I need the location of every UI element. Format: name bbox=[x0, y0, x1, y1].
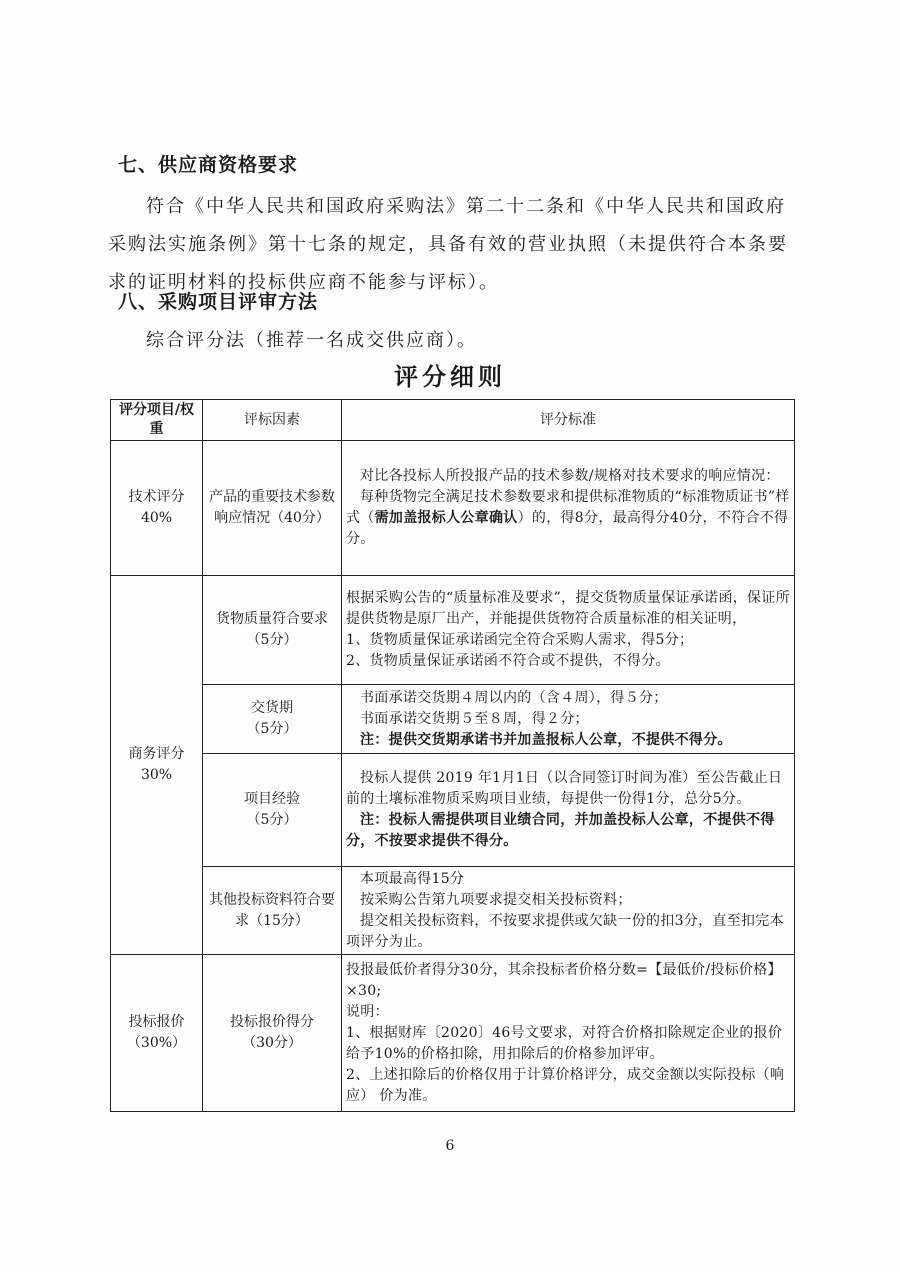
tech-item-cell bbox=[111, 441, 203, 576]
tech-std-line2-b: ）的，得8分，最高得分40分，不符合不得分。 bbox=[346, 510, 789, 547]
delivery-line3: 注：提供交货期承诺书并加盖报标人公章，不提供不得分。 bbox=[360, 731, 732, 748]
price-line3: 1、根据财库〔2020〕46号文要求，对符合价格扣除规定企业的报价给予10%的价格扣除，用扣除后的价格参加评审。 bbox=[346, 1024, 783, 1062]
table-row bbox=[111, 955, 795, 1112]
experience-line2: 注：投标人需提供项目业绩合同，并加盖投标人公章，不提供不得分，不按要求提供不得分。 bbox=[346, 812, 775, 849]
section-7-body: 符合《中华人民共和国政府采购法》第二十二条和《中华人民共和国政府采购法实施条例》第十七条的规定，具备有效的营业执照（未提供符合本条要求的证明材料的投标供应商不能参与评标）。 bbox=[108, 196, 788, 293]
table-row bbox=[111, 441, 795, 576]
quality-factor: 货物质量符合要求（5分） bbox=[203, 576, 342, 685]
page-number: 6 bbox=[445, 1138, 455, 1154]
other-factor: 其他投标资料符合要求（15分） bbox=[203, 867, 342, 955]
business-weight: 30% bbox=[140, 767, 173, 783]
experience-line1: 投标人提供 2019 年1月1日（以合同签订时间为准）至公告截止日前的土壤标准物质采购项目业绩，每提供一份得1分，总分5分。 bbox=[346, 770, 783, 807]
quality-standard bbox=[342, 576, 795, 685]
section-7-heading: 七、供应商资格要求 bbox=[118, 154, 299, 176]
header-item-weight: 评分项目/权重 bbox=[111, 400, 203, 441]
other-line1: 本项最高得15分 bbox=[360, 870, 465, 887]
experience-standard bbox=[342, 754, 795, 867]
quality-line3: 2、货物质量保证承诺函不符合或不提供，不得分。 bbox=[346, 653, 670, 669]
delivery-points: （5分） bbox=[246, 721, 298, 737]
tech-std-line2-bold: 需加盖报标人公章确认 bbox=[374, 510, 518, 526]
table-title: 评分细则 bbox=[394, 362, 506, 391]
delivery-line2: 书面承诺交货期５至８周，得２分； bbox=[360, 710, 589, 727]
tech-factor: 产品的重要技术参数响应情况（40分） bbox=[203, 441, 342, 576]
quality-line2: 1、货物质量保证承诺函完全符合采购人需求，得5分； bbox=[346, 632, 694, 648]
business-item: 商务评分 bbox=[128, 746, 185, 762]
price-line4: 2、上述扣除后的价格仅用于计算价格评分，成交金额以实际投标（响应） 价为准。 bbox=[346, 1066, 785, 1104]
header-standard: 评分标准 bbox=[342, 400, 795, 441]
delivery-factor-cell bbox=[203, 685, 342, 754]
price-item-cell bbox=[111, 955, 203, 1112]
other-standard bbox=[342, 867, 795, 955]
tech-weight: 40% bbox=[140, 510, 173, 526]
table-row bbox=[111, 685, 795, 754]
table-row bbox=[111, 754, 795, 867]
other-line3: 提交相关投标资料，不按要求提供或欠缺一份的扣3分，直至扣完本项评分为止。 bbox=[346, 912, 784, 950]
tech-std-line2 bbox=[346, 487, 790, 550]
other-line2: 按采购公告第九项要求提交相关投标资料； bbox=[360, 891, 632, 908]
delivery-factor: 交货期 bbox=[251, 700, 293, 716]
business-item-cell bbox=[111, 576, 203, 955]
tech-std-line1: 对比各投标人所投报产品的技术参数/规格对技术要求的响应情况： bbox=[360, 468, 780, 484]
table-header-row bbox=[111, 400, 795, 441]
price-factor-cell bbox=[203, 955, 342, 1112]
price-line1: 投报最低价者得分30分，其余投标者价格分数=【最低价/投标价格】×30; bbox=[346, 961, 782, 999]
quality-line1: 根据采购公告的“质量标准及要求”，提交货物质量保证承诺函，保证所提供货物是原厂出产，并能提供货物符合质量标准的相关证明， bbox=[346, 590, 790, 627]
scoring-table bbox=[110, 399, 795, 1112]
price-factor: 投标报价得分 bbox=[230, 1014, 314, 1030]
section-8-heading: 八、采购项目评审方法 bbox=[118, 291, 319, 313]
section-8-body: 综合评分法（推荐一名成交供应商）。 bbox=[146, 330, 477, 351]
price-item: 投标报价 bbox=[128, 1014, 185, 1030]
experience-factor: 项目经验 bbox=[244, 791, 300, 807]
price-line2: 说明： bbox=[346, 1003, 389, 1020]
delivery-line1: 书面承诺交货期４周以内的（含４周），得５分； bbox=[360, 689, 668, 706]
experience-points: （5分） bbox=[246, 812, 298, 828]
tech-standard bbox=[342, 441, 795, 576]
price-standard bbox=[342, 955, 795, 1112]
table-row bbox=[111, 576, 795, 685]
price-weight: （30%） bbox=[126, 1035, 187, 1051]
tech-item: 技术评分 bbox=[128, 489, 185, 505]
delivery-standard bbox=[342, 685, 795, 754]
table-row bbox=[111, 867, 795, 955]
tech-std-line2-a: 每种货物完全满足技术参数要求和提供标准物质的“标准物质证书”样式（ bbox=[346, 489, 790, 526]
header-factor: 评标因素 bbox=[203, 400, 342, 441]
price-points: （30分） bbox=[242, 1035, 302, 1051]
experience-factor-cell bbox=[203, 754, 342, 867]
